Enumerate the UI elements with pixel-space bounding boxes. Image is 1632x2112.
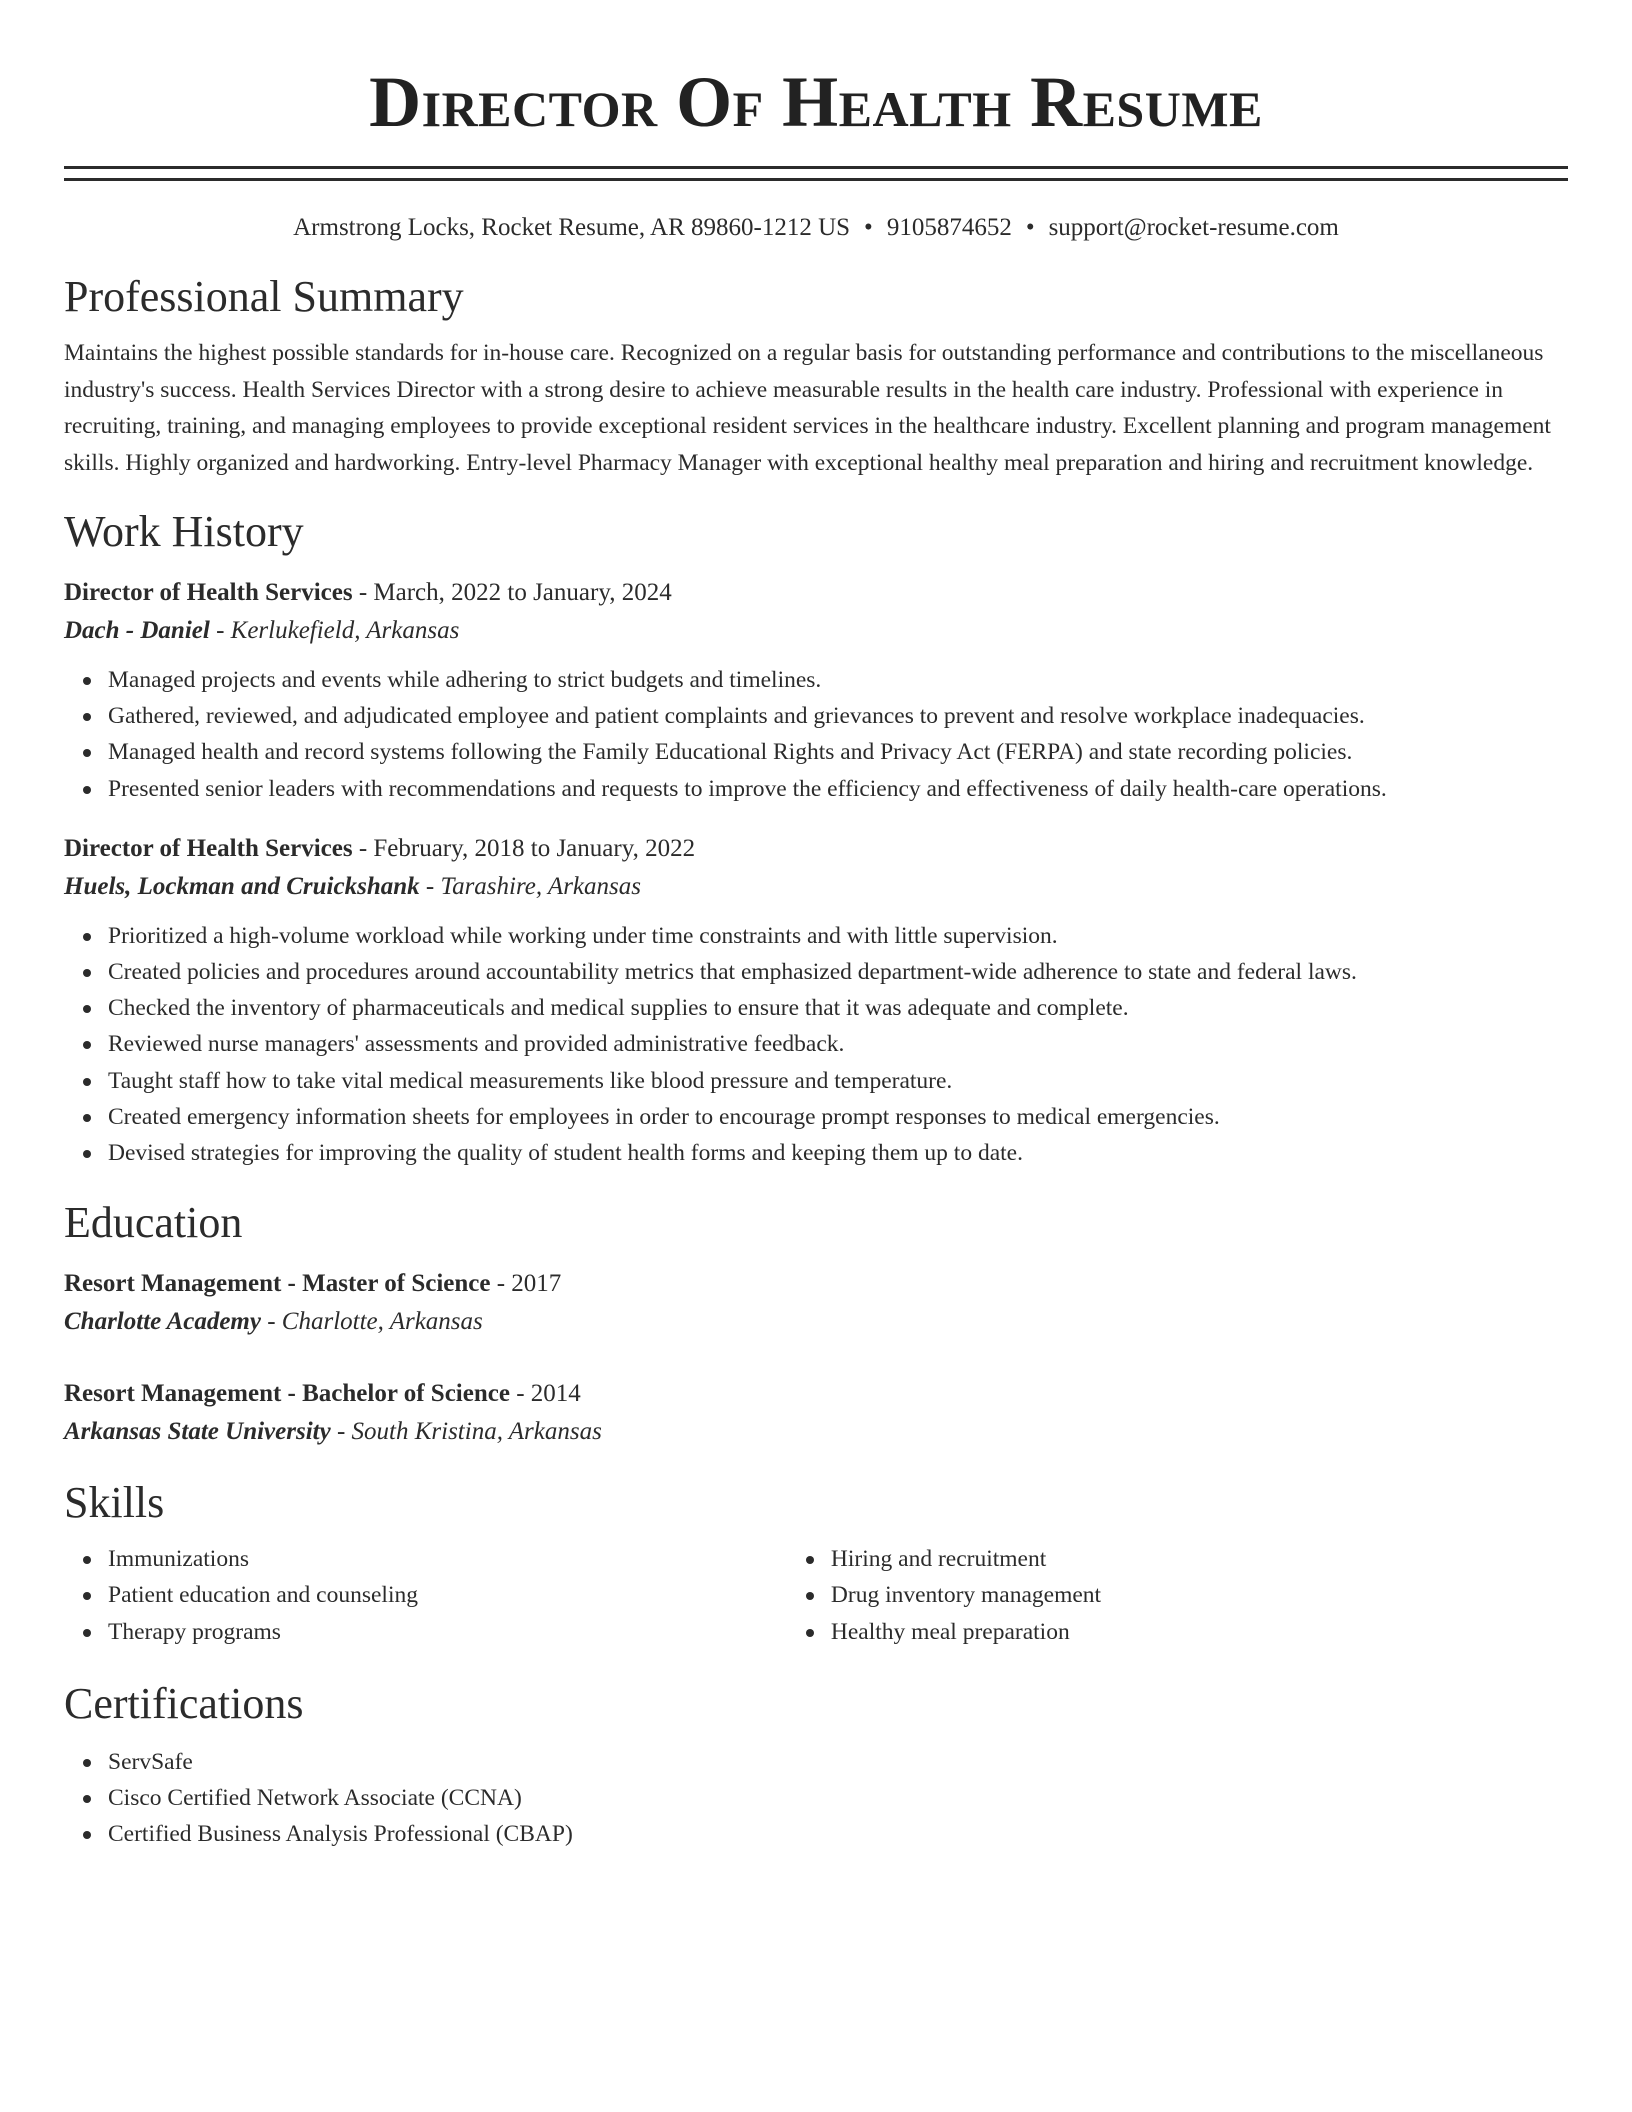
list-item: Reviewed nurse managers' assessments and provided administrative feedback. (108, 1026, 1568, 1062)
job-title-line (64, 574, 1568, 612)
job-company-line (64, 868, 1568, 906)
job-company: Dach - Daniel (64, 617, 210, 644)
list-item: Taught staff how to take vital medical measurements like blood pressure and temperature. (108, 1063, 1568, 1099)
degree-year: - 2014 (509, 1380, 581, 1408)
skill-item: Patient education and counseling (108, 1577, 787, 1613)
job-bullets (64, 918, 1568, 1171)
degree: Resort Management - Bachelor of Science (64, 1380, 510, 1408)
school-line (64, 1413, 1568, 1451)
skills-column-left (64, 1541, 787, 1650)
contact-address: Armstrong Locks, Rocket Resume, AR 89860-1212 US (293, 214, 851, 241)
education-heading: Education (64, 1198, 243, 1248)
job-title: Director of Health Services (64, 834, 353, 862)
school: Arkansas State University (64, 1418, 331, 1446)
skill-item: Therapy programs (108, 1614, 787, 1650)
contact-phone: 9105874652 (886, 214, 1012, 241)
degree-line (64, 1265, 1568, 1303)
list-item: Prioritized a high-volume workload while working under time constraints and with little supervision. (108, 918, 1568, 954)
certifications-heading: Certifications (64, 1678, 304, 1728)
list-item: Checked the inventory of pharmaceuticals and medical supplies to ensure that it was adequate and complete. (108, 990, 1568, 1026)
job-title: Director of Health Services (64, 579, 353, 606)
certification-item: Cisco Certified Network Associate (CCNA) (108, 1780, 1568, 1816)
job-entry (64, 830, 1568, 1171)
certifications-list (64, 1744, 1568, 1853)
job-company: Huels, Lockman and Cruickshank (64, 872, 420, 900)
job-company-line (64, 612, 1568, 650)
list-item: Created emergency information sheets for employees in order to encourage prompt responses to medical emergencies. (108, 1099, 1568, 1135)
skill-item: Healthy meal preparation (831, 1614, 1568, 1650)
job-dates: - February, 2018 to January, 2022 (352, 834, 696, 862)
list-item: Managed health and record systems following the Family Educational Rights and Privacy Act (FERPA) and state recording policies. (108, 734, 1568, 770)
education-entry (64, 1265, 1568, 1341)
job-title-line (64, 830, 1568, 868)
job-location: - Tarashire, Arkansas (419, 872, 641, 900)
list-item: Presented senior leaders with recommendations and requests to improve the efficiency and effectiveness of daily health-care operations. (108, 771, 1568, 807)
skills-heading: Skills (64, 1478, 165, 1528)
degree: Resort Management - Master of Science (64, 1270, 491, 1298)
resume-page (64, 0, 1568, 1852)
skill-item: Hiring and recruitment (831, 1541, 1568, 1577)
list-item: Created policies and procedures around accountability metrics that emphasized department-wide adherence to state and federal laws. (108, 954, 1568, 990)
school: Charlotte Academy (64, 1308, 261, 1336)
job-entry (64, 574, 1568, 807)
degree-line (64, 1375, 1568, 1413)
skills-grid (64, 1541, 1568, 1650)
job-dates: - March, 2022 to January, 2024 (352, 579, 672, 606)
certification-item: ServSafe (108, 1744, 1568, 1780)
job-location: - Kerlukefield, Arkansas (209, 617, 460, 644)
contact-line (64, 211, 1568, 245)
work-history-heading: Work History (64, 507, 304, 556)
summary-text: Maintains the highest possible standards for in-house care. Recognized on a regular basis for outstanding performance and contributions to the miscellaneous industry's success. Health Services Director with a strong desire to achieve measurable results in the health care industry. Professional with experience in recruiting, training, and managing employees to provide exceptional resident services in the healthcare industry. Excellent planning and program management skills. Highly organized and hardworking. Entry-level Pharmacy Manager with exceptional healthy meal preparation and hiring and recruitment knowledge. (64, 340, 1551, 476)
title-double-rule (64, 166, 1568, 181)
contact-separator: • (1025, 214, 1035, 241)
list-item: Managed projects and events while adhering to strict budgets and timelines. (108, 662, 1568, 698)
list-item: Devised strategies for improving the quality of student health forms and keeping them up to date. (108, 1135, 1568, 1171)
skill-item: Drug inventory management (831, 1577, 1568, 1613)
job-bullets (64, 662, 1568, 807)
degree-year: - 2017 (490, 1270, 562, 1298)
contact-email: support@rocket-resume.com (1048, 214, 1339, 241)
list-item: Gathered, reviewed, and adjudicated employee and patient complaints and grievances to prevent and resolve workplace inadequacies. (108, 698, 1568, 734)
school-location: - South Kristina, Arkansas (330, 1418, 602, 1446)
summary-heading: Professional Summary (64, 272, 464, 321)
contact-separator: • (864, 214, 873, 241)
certification-item: Certified Business Analysis Professional (CBAP) (108, 1816, 1568, 1852)
school-location: - Charlotte, Arkansas (260, 1308, 483, 1336)
education-entry (64, 1375, 1568, 1451)
skills-column-right (787, 1541, 1568, 1650)
resume-title: Director Of Health Resume (369, 62, 1263, 142)
school-line (64, 1303, 1568, 1341)
skill-item: Immunizations (108, 1541, 787, 1577)
